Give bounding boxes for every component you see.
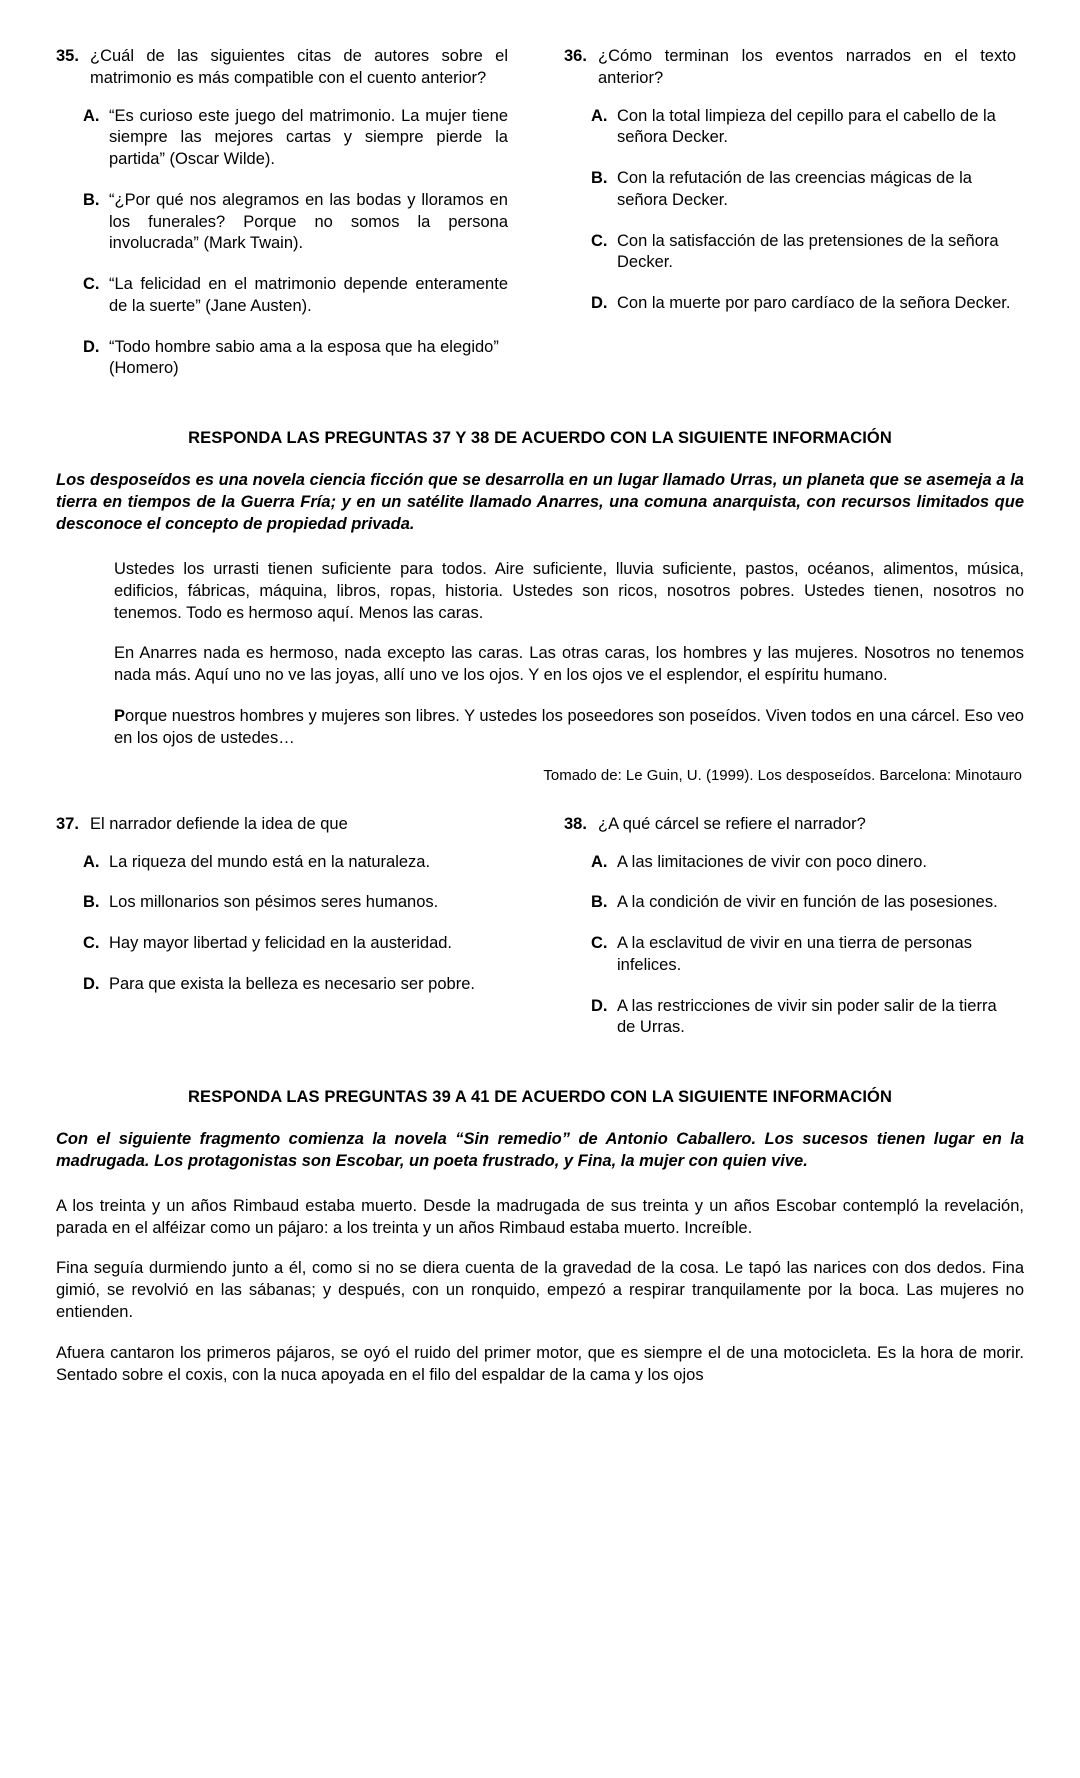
- option-a[interactable]: [564, 852, 1016, 874]
- option-letter: C.: [591, 231, 608, 250]
- option-text: “¿Por qué nos alegramos en las bodas y lloramos en los funerales? Porque no somos la persona involucrada” (Mark Twain).: [109, 190, 508, 253]
- paragraph-dropcap: P: [114, 706, 126, 725]
- options-35: [56, 106, 508, 381]
- option-letter: A.: [83, 852, 100, 871]
- question-prompt: ¿Cuál de las siguientes citas de autores sobre el matrimonio es más compatible con el cuento anterior?: [90, 47, 508, 87]
- sin-remedio-paragraph-3: Afuera cantaron los primeros pájaros, se oyó el ruido del primer motor, que es siempre el de una motocicleta. Es la hora de morir. Sentado sobre el coxis, con la nuca apoyada en el filo del espaldar de la cama y los ojos: [56, 1343, 1024, 1384]
- option-letter: B.: [83, 893, 100, 912]
- option-text: Los millonarios son pésimos seres humanos.: [109, 893, 439, 912]
- option-letter: D.: [83, 337, 100, 356]
- question-block-37-38: [56, 814, 1024, 1058]
- sin-remedio-paragraph-1: A los treinta y un años Rimbaud estaba muerto. Desde la madrugada de sus treinta y un años Escobar contempló la revelación, parada en el alféizar como un pájaro: a los treinta y un años Rimbaud estaba muerto. Increíble.: [56, 1197, 1024, 1238]
- option-letter: D.: [591, 996, 608, 1015]
- option-text: Con la muerte por paro cardíaco de la señora Decker.: [617, 294, 1011, 313]
- option-a[interactable]: [564, 106, 1016, 150]
- question-column-left: [56, 46, 508, 399]
- option-b[interactable]: [56, 892, 508, 914]
- options-37: [56, 852, 508, 996]
- option-letter: C.: [591, 934, 608, 953]
- section-banner-39-41: RESPONDA LAS PREGUNTAS 39 A 41 DE ACUERDO CON LA SIGUIENTE INFORMACIÓN: [187, 1088, 893, 1107]
- option-letter: A.: [591, 106, 608, 125]
- option-d[interactable]: [564, 996, 1016, 1040]
- option-letter: C.: [83, 934, 100, 953]
- option-letter: B.: [83, 190, 100, 209]
- option-c[interactable]: [564, 231, 1016, 275]
- option-letter: A.: [83, 106, 100, 125]
- option-letter: D.: [591, 294, 608, 313]
- option-c[interactable]: [56, 933, 508, 955]
- sin-remedio-paragraph-2: Fina seguía durmiendo junto a él, como si no se diera cuenta de la gravedad de la cosa. Le tapó las narices con dos dedos. Fina gimió, se revolvió en las sábanas; y después, con un ronquido, empezó a respirar tranquilamente por la boca. Las mujeres no entienden.: [56, 1259, 1024, 1322]
- option-c[interactable]: [56, 274, 508, 318]
- options-36: [564, 106, 1016, 315]
- section-banner-37-38: RESPONDA LAS PREGUNTAS 37 Y 38 DE ACUERDO CON LA SIGUIENTE INFORMACIÓN: [188, 429, 892, 448]
- option-letter: A.: [591, 852, 608, 871]
- option-letter: C.: [83, 275, 100, 294]
- option-a[interactable]: [56, 852, 508, 874]
- option-text: Hay mayor libertad y felicidad en la austeridad.: [109, 934, 453, 953]
- option-text: Con la refutación de las creencias mágicas de la señora Decker.: [617, 169, 972, 209]
- question-prompt: El narrador defiende la idea de que: [90, 814, 348, 833]
- option-text: Con la satisfacción de las pretensiones de la señora Decker.: [617, 231, 999, 272]
- question-number: 36.: [564, 47, 587, 65]
- option-text: A la condición de vivir en función de las posesiones.: [617, 893, 998, 912]
- options-38: [564, 852, 1016, 1040]
- question-37: [56, 814, 508, 836]
- passage-paragraph-2: En Anarres nada es hermoso, nada excepto las caras. Las otras caras, los hombres y las mujeres. Nosotros no tenemos nada más. Aquí uno no ve las joyas, allí uno ve los ojos. Y en los ojos ve el esplendor, el espíritu humano.: [114, 644, 1024, 685]
- question-number: 38.: [564, 814, 587, 833]
- option-letter: B.: [591, 169, 608, 188]
- option-text: La riqueza del mundo está en la naturaleza.: [109, 852, 431, 871]
- option-text: A las limitaciones de vivir con poco dinero.: [617, 852, 927, 871]
- option-text: Con la total limpieza del cepillo para el cabello de la señora Decker.: [617, 106, 996, 147]
- passage-source-citation: Tomado de: Le Guin, U. (1999). Los desposeídos. Barcelona: Minotauro: [543, 766, 1022, 784]
- option-text: “Todo hombre sabio ama a la esposa que ha elegido” (Homero): [109, 337, 499, 378]
- question-36: [564, 46, 1016, 90]
- option-b[interactable]: [56, 190, 508, 255]
- question-column-right: [564, 46, 1016, 334]
- option-d[interactable]: [56, 337, 508, 381]
- option-letter: B.: [591, 893, 608, 912]
- option-text: A la esclavitud de vivir en una tierra de personas infelices.: [617, 934, 972, 974]
- option-b[interactable]: [564, 168, 1016, 212]
- passage-intro-desposeidos: Los desposeídos es una novela ciencia ficción que se desarrolla en un lugar llamado Urras, un planeta que se asemeja a la tierra en tiempos de la Guerra Fría; y en un satélite llamado Anarres, una comuna anarquista, con recursos limitados que desconoce el concepto de propiedad privada.: [56, 471, 1024, 534]
- question-number: 35.: [56, 47, 79, 65]
- option-text: A las restricciones de vivir sin poder salir de la tierra de Urras.: [617, 996, 997, 1037]
- option-text: “La felicidad en el matrimonio depende enteramente de la suerte” (Jane Austen).: [109, 275, 508, 315]
- option-text: “Es curioso este juego del matrimonio. La mujer tiene siempre las mejores cartas y siempre pierde la partida” (Oscar Wilde).: [109, 106, 508, 169]
- passage-paragraph-3: [56, 705, 1024, 749]
- option-b[interactable]: [564, 892, 1016, 914]
- option-letter: D.: [83, 974, 100, 993]
- question-column-left: [56, 814, 508, 1015]
- option-c[interactable]: [564, 933, 1016, 977]
- question-prompt: ¿A qué cárcel se refiere el narrador?: [598, 814, 866, 833]
- question-number: 37.: [56, 814, 79, 833]
- option-d[interactable]: [56, 974, 508, 996]
- passage-intro-sin-remedio: Con el siguiente fragmento comienza la novela “Sin remedio” de Antonio Caballero. Los sucesos tienen lugar en la madrugada. Los protagonistas son Escobar, un poeta frustrado, y Fina, la mujer con quien vive.: [56, 1130, 1024, 1171]
- question-35: [56, 46, 508, 90]
- paragraph-body: orque nuestros hombres y mujeres son libres. Y ustedes los poseedores son poseídos. Viven todos en una cárcel. Eso veo en los ojos de ustedes…: [114, 706, 1024, 747]
- passage-paragraph-1: Ustedes los urrasti tienen suficiente para todos. Aire suficiente, lluvia suficiente, pastos, océanos, alimentos, música, edificios, fábricas, máquina, libros, ropas, historia. Ustedes son ricos, nosotros pobres. Ustedes tienen, nosotros no tenemos. Todo es hermoso aquí. Menos las caras.: [114, 560, 1024, 623]
- option-d[interactable]: [564, 293, 1016, 315]
- question-38: [564, 814, 1016, 836]
- question-block-35-36: [56, 46, 1024, 399]
- question-prompt: ¿Cómo terminan los eventos narrados en el texto anterior?: [598, 47, 1016, 87]
- option-a[interactable]: [56, 106, 508, 171]
- option-text: Para que exista la belleza es necesario ser pobre.: [109, 974, 475, 993]
- question-column-right: [564, 814, 1016, 1058]
